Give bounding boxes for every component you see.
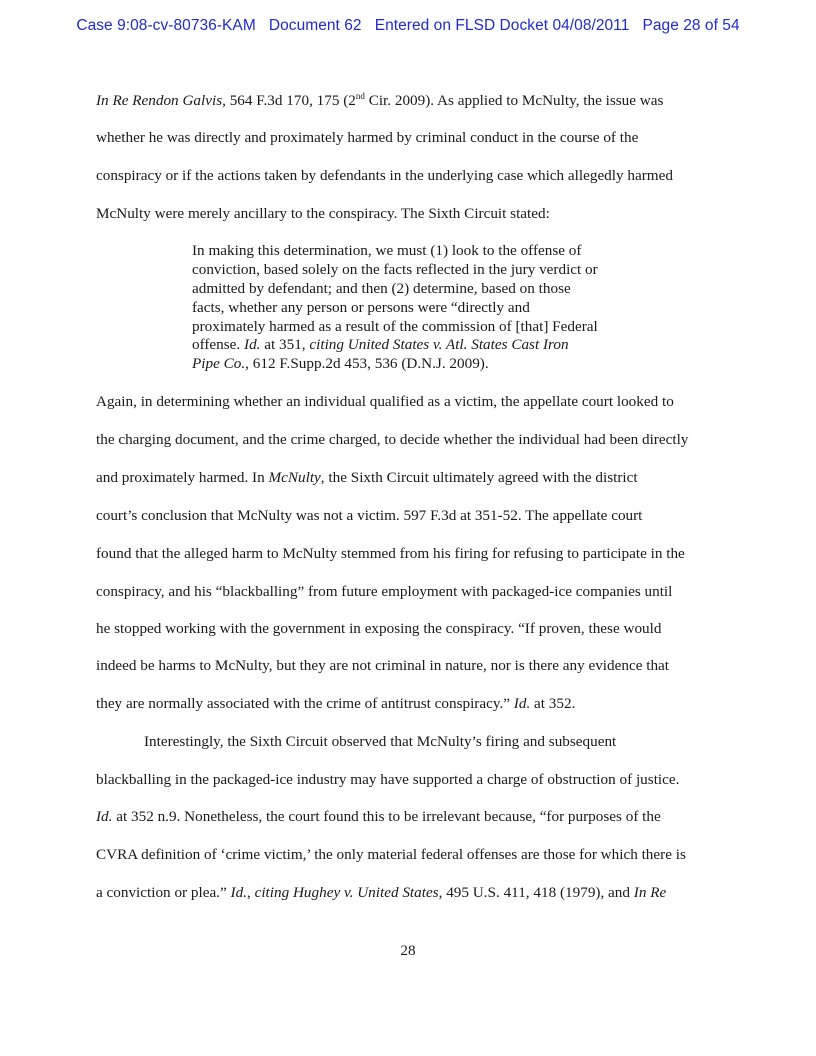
text-run: offense. bbox=[192, 336, 245, 353]
text-run: at 352 n.9. Nonetheless, the court found this to be irrelevant because, “for purposes of the bbox=[112, 808, 661, 825]
body-line: he stopped working with the government in exposing the conspiracy. “If proven, these would bbox=[96, 620, 662, 637]
block-quote-line: conviction, based solely on the facts reflected in the jury verdict or bbox=[192, 261, 598, 278]
body-line bbox=[96, 695, 575, 713]
text-run: , bbox=[246, 884, 255, 901]
body-line bbox=[96, 92, 663, 110]
body-line: CVRA definition of ‘crime victim,’ the only material federal offenses are those for which there is bbox=[96, 846, 686, 863]
docket-entry: Entered on FLSD Docket 04/08/2011 bbox=[374, 17, 630, 34]
case-citation: citing United States v. Atl. States Cast Iron bbox=[309, 336, 569, 353]
case-citation: In Re Rendon Galvis bbox=[96, 92, 223, 109]
block-quote-line: In making this determination, we must (1) look to the offense of bbox=[192, 242, 582, 259]
page-number: 28 bbox=[400, 942, 416, 959]
block-quote-line bbox=[192, 336, 569, 354]
id-citation: Id. bbox=[96, 808, 113, 825]
id-citation: Id. bbox=[513, 695, 531, 712]
body-line: Interestingly, the Sixth Circuit observed that McNulty’s firing and subsequent bbox=[144, 733, 617, 750]
body-line: conspiracy, and his “blackballing” from future employment with packaged-ice companies until bbox=[96, 583, 673, 600]
body-line: the charging document, and the crime charged, to decide whether the individual had been directly bbox=[96, 431, 689, 448]
case-citation: citing Hughey v. United States bbox=[254, 884, 439, 901]
text-run: and proximately harmed. In bbox=[96, 469, 269, 486]
body-line bbox=[96, 469, 638, 487]
document-number: Document 62 bbox=[268, 17, 362, 34]
docket-header bbox=[0, 17, 816, 35]
case-citation: In Re bbox=[633, 884, 667, 901]
text-run: , the Sixth Circuit ultimately agreed with the district bbox=[320, 469, 638, 486]
body-line: found that the alleged harm to McNulty stemmed from his firing for refusing to participate in the bbox=[96, 545, 685, 562]
body-line: conspiracy or if the actions taken by defendants in the underlying case which allegedly harmed bbox=[96, 167, 673, 184]
text-run: , 612 F.Supp.2d 453, 536 (D.N.J. 2009). bbox=[245, 355, 489, 372]
body-line: whether he was directly and proximately harmed by criminal conduct in the course of the bbox=[96, 129, 639, 146]
text-run: Cir. 2009). As applied to McNulty, the issue was bbox=[364, 92, 664, 109]
text-run: at 352. bbox=[530, 695, 576, 712]
block-quote-line bbox=[192, 355, 489, 373]
text-run: , 564 F.3d 170, 175 (2 bbox=[222, 92, 356, 109]
body-line: court’s conclusion that McNulty was not a victim. 597 F.3d at 351-52. The appellate court bbox=[96, 507, 643, 524]
text-run: a conviction or plea.” bbox=[96, 884, 231, 901]
text-run: at 351, bbox=[260, 336, 310, 353]
body-line: Again, in determining whether an individual qualified as a victim, the appellate court looked to bbox=[96, 393, 674, 410]
page-count: Page 28 of 54 bbox=[642, 17, 740, 34]
block-quote-line: facts, whether any person or persons were “directly and bbox=[192, 299, 530, 316]
text-run: they are normally associated with the crime of antitrust conspiracy.” bbox=[96, 695, 514, 712]
body-line: McNulty were merely ancillary to the conspiracy. The Sixth Circuit stated: bbox=[96, 205, 550, 222]
ordinal-superscript: nd bbox=[355, 90, 365, 101]
id-citation: Id. bbox=[244, 336, 261, 353]
case-citation: Pipe Co. bbox=[192, 355, 246, 372]
block-quote-line: admitted by defendant; and then (2) determine, based on those bbox=[192, 280, 571, 297]
body-line bbox=[96, 808, 661, 826]
block-quote-line: proximately harmed as a result of the commission of [that] Federal bbox=[192, 318, 598, 335]
body-line bbox=[96, 884, 666, 902]
body-line: indeed be harms to McNulty, but they are not criminal in nature, nor is there any evidence that bbox=[96, 657, 670, 674]
text-run: , 495 U.S. 411, 418 (1979), and bbox=[438, 884, 634, 901]
id-citation: Id. bbox=[230, 884, 247, 901]
body-line: blackballing in the packaged-ice industry may have supported a charge of obstruction of justice. bbox=[96, 771, 680, 788]
case-number: Case 9:08-cv-80736-KAM bbox=[76, 17, 256, 34]
case-citation: McNulty bbox=[268, 469, 321, 486]
